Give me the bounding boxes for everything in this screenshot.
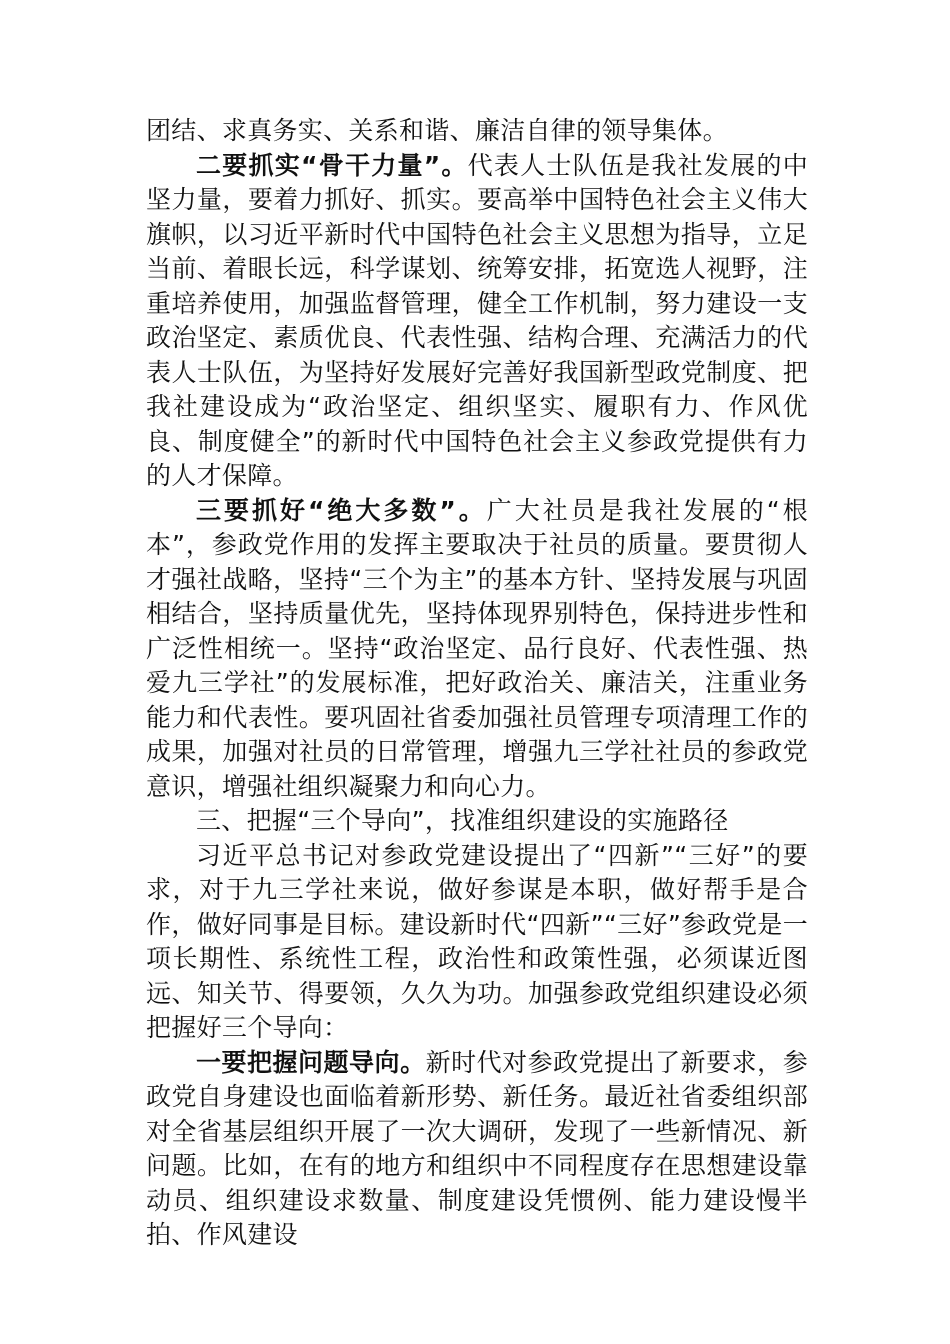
paragraph-2-text: 代表人士队伍是我社发展的中坚力量，要着力抓好、抓实。要高举中国特色社会主义伟大旗帜，以习近平新时代中国特色社会主义思想为指导，立足当前、着眼长远，科学谋划、统筹安排，拓宽选人视野，注重培养使用，加强监督管理，健全工作机制，努力建设一支政治坚定、素质优良、代表性强、结构合理、充满活力的代表人士队伍，为坚持好发展好完善好我国新型政党制度、把我社建设成为“政治坚定、组织坚实、履职有力、作风优良、制度健全”的新时代中国特色社会主义参政党提供有力的人才保障。 (146, 150, 808, 490)
paragraph-6 (146, 1046, 808, 1253)
paragraph-2-lead: 二要抓实“骨干力量”。 (196, 150, 468, 180)
paragraph-6-lead: 一要把握问题导向。 (196, 1047, 426, 1077)
paragraph-3-lead: 三要抓好“绝大多数”。 (196, 495, 487, 525)
paragraph-3 (146, 494, 808, 805)
paragraph-6-text: 新时代对参政党提出了新要求，参政党自身建设也面临着新形势、新任务。最近社省委组织部对全省基层组织开展了一次大调研，发现了一些新情况、新问题。比如，在有的地方和组织中不同程度存在思想建设靠动员、组织建设求数量、制度建设凭惯例、能力建设慢半拍、作风建设 (146, 1047, 808, 1249)
document-body (146, 114, 808, 1253)
paragraph-2 (146, 149, 808, 494)
paragraph-5 (146, 839, 808, 1046)
paragraph-5-text: 习近平总书记对参政党建设提出了“四新”“三好”的要求，对于九三学社来说，做好参谋是本职，做好帮手是合作，做好同事是目标。建设新时代“四新”“三好”参政党是一项长期性、系统性工程，政治性和政策性强，必须谋近图远、知关节、得要领，久久为功。加强参政党组织建设必须把握好三个导向： (146, 840, 808, 1042)
paragraph-3-text: 广大社员是我社发展的“根本”，参政党作用的发挥主要取决于社员的质量。要贯彻人才强社战略，坚持“三个为主”的基本方针、坚持发展与巩固相结合，坚持质量优先，坚持体现界别特色，保持进步性和广泛性相统一。坚持“政治坚定、品行良好、代表性强、热爱九三学社”的发展标准，把好政治关、廉洁关，注重业务能力和代表性。要巩固社省委加强社员管理专项清理工作的成果，加强对社员的日常管理，增强九三学社社员的参政党意识，增强社组织凝聚力和向心力。 (146, 495, 808, 801)
paragraph-1-text: 团结、求真务实、关系和谐、廉洁自律的领导集体。 (146, 116, 728, 145)
section-heading-3-text: 三、把握“三个导向”，找准组织建设的实施路径 (196, 806, 729, 835)
section-heading-3 (146, 804, 808, 839)
paragraph-1 (146, 114, 808, 149)
